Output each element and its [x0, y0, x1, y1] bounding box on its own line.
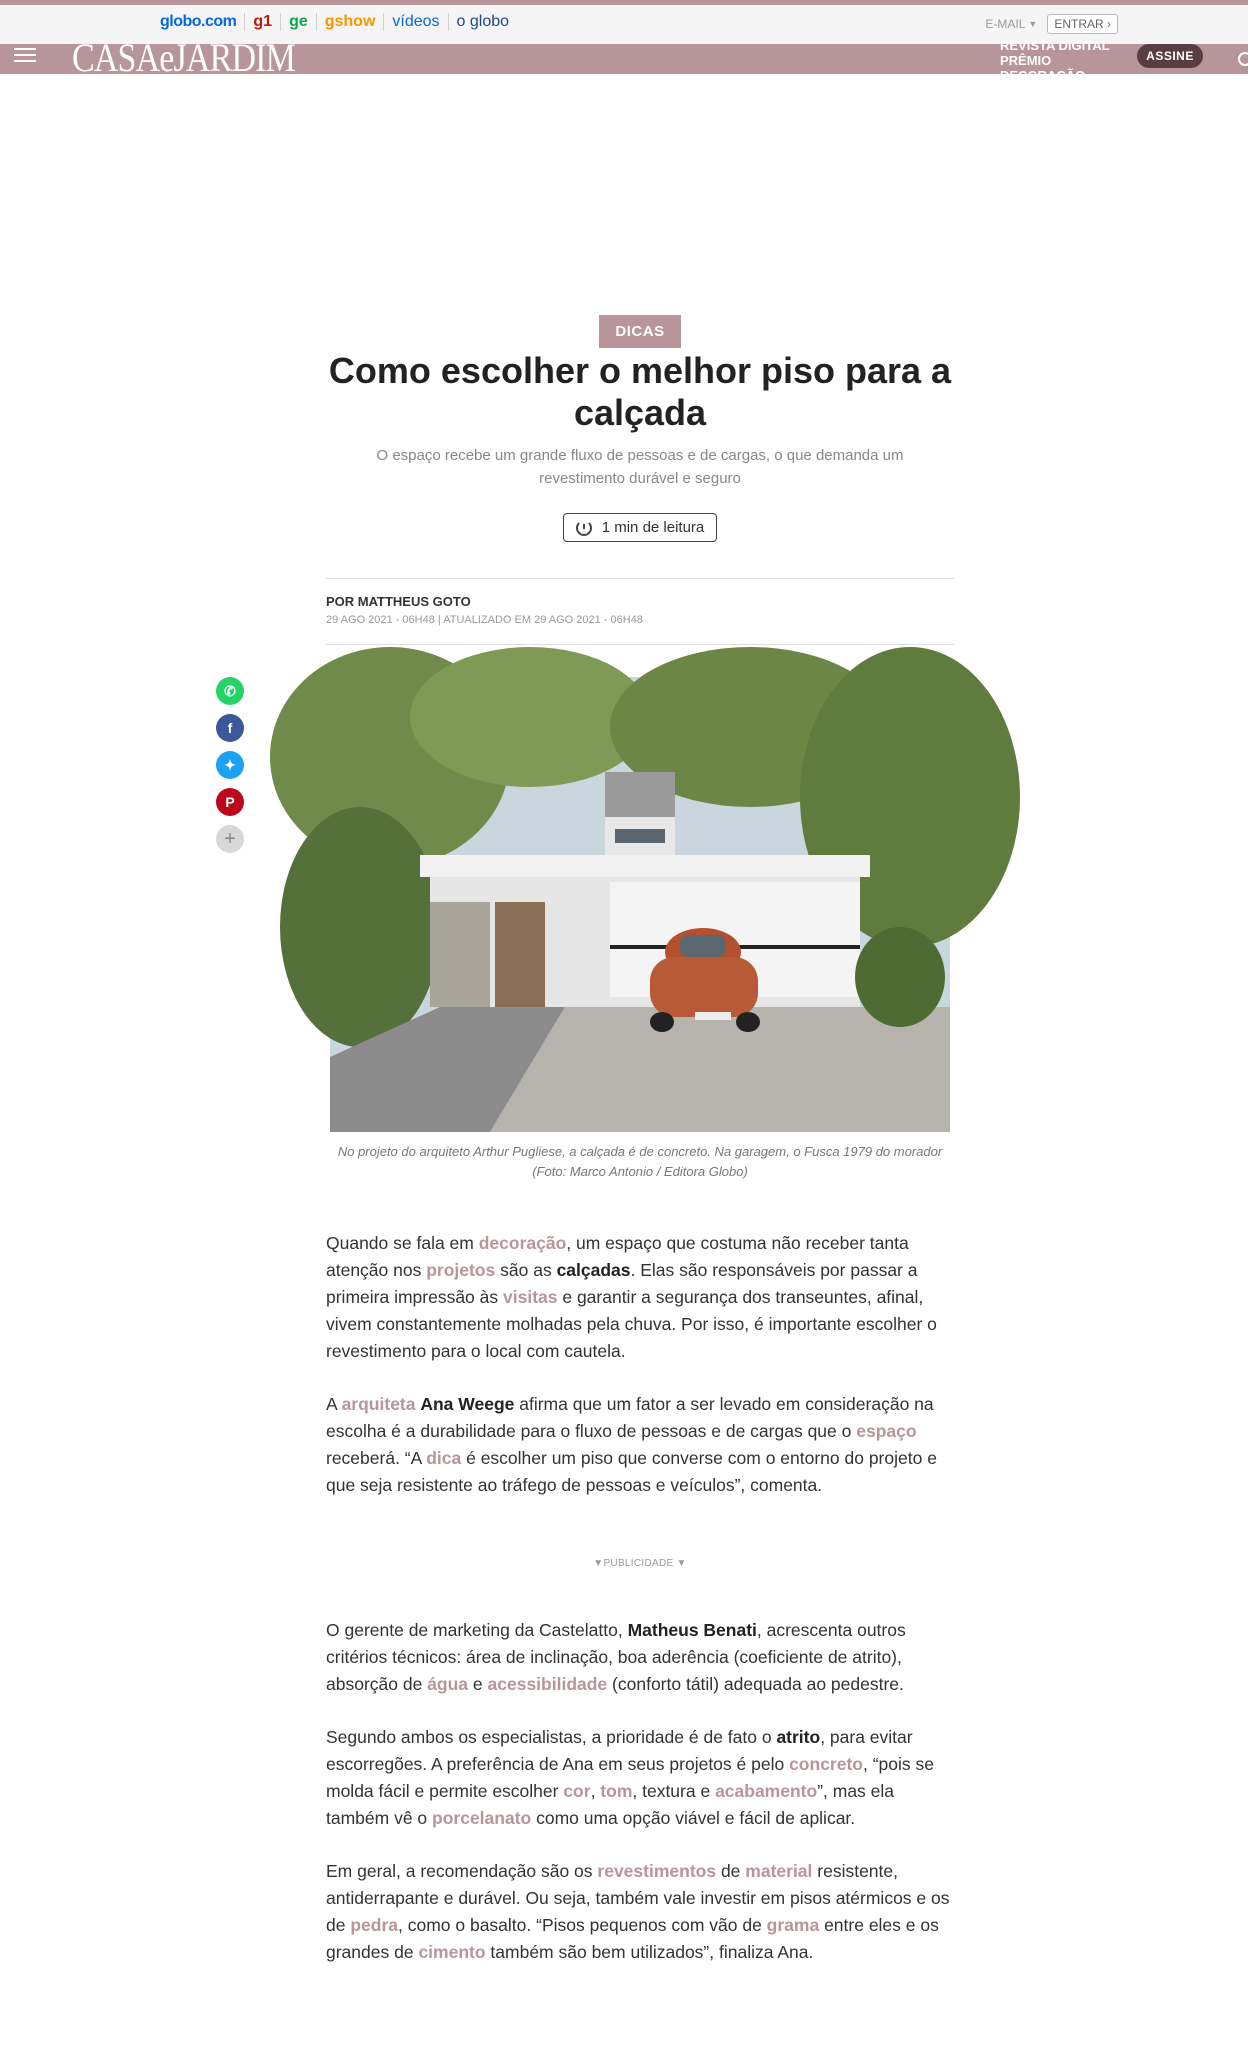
text-run: Quando se fala em — [326, 1233, 479, 1253]
inline-link[interactable]: dica — [426, 1448, 462, 1468]
text-run: , para evitar escorregões. A preferência de Ana em seus projetos é pelo — [326, 1727, 913, 1774]
text-run: receberá. “A — [326, 1448, 427, 1468]
email-label: E-MAIL — [985, 17, 1026, 31]
text-run: (conforto tátil) adequada ao pedestre. — [607, 1674, 904, 1694]
entrar-button[interactable] — [1047, 14, 1118, 34]
article-author[interactable]: POR MATTHEUS GOTO — [326, 594, 471, 609]
text-run: como uma opção viável e fácil de aplicar. — [531, 1808, 856, 1828]
inline-link[interactable]: projetos — [426, 1260, 496, 1280]
inline-link[interactable]: revestimentos — [597, 1861, 717, 1881]
facebook-icon[interactable]: f — [216, 714, 244, 742]
body-bottom-paragraph-2 — [326, 1858, 954, 1966]
chevron-down-icon: ▼ — [1028, 19, 1038, 29]
photo-caption: No projeto do arquiteto Arthur Pugliese, a calçada é de concreto. Na garagem, o Fusca 1979 do morador (Foto: Marco Antonio / Editora Globo) — [337, 1144, 943, 1179]
text-run: e — [468, 1674, 488, 1694]
more-share-icon[interactable]: + — [216, 825, 244, 853]
bold-text: Ana Weege — [420, 1394, 515, 1414]
inline-link[interactable]: material — [745, 1861, 813, 1881]
tag-wrapper — [326, 315, 954, 348]
text-run: entre eles e os grandes de — [326, 1915, 939, 1962]
text-run: , acrescenta outros critérios técnicos: área de inclinação, boa aderência (coeficiente de atrito), absorção de — [326, 1620, 906, 1694]
globo-account-area — [985, 14, 1118, 34]
text-run: ”, mas ela também vê o — [326, 1781, 895, 1828]
social-share-bar — [216, 677, 244, 862]
entrar-label: ENTRAR — [1054, 17, 1104, 31]
text-run: e garantir a segurança dos transeuntes, afinal, vivem constantemente molhadas pela chuva. Por isso, é importante escolher o revestimento para o local com cautela. — [326, 1287, 937, 1361]
text-run: Em geral, a recomendação são os — [326, 1861, 598, 1881]
text-run: O gerente de marketing da Castelatto, — [326, 1620, 628, 1640]
clock-icon — [576, 520, 592, 536]
house-photo-illustration — [330, 677, 950, 1132]
divider — [326, 578, 954, 579]
twitter-icon[interactable]: ✦ — [216, 751, 244, 779]
text-run: é escolher um piso que converse com o entorno do projeto e que seja resistente ao tráfego de pessoas e veículos”, comenta. — [326, 1448, 937, 1495]
text-run: , — [590, 1781, 601, 1801]
inline-link[interactable]: acessibilidade — [487, 1674, 608, 1694]
divider — [326, 644, 954, 645]
bold-text: Matheus Benati — [627, 1620, 757, 1640]
inline-link[interactable]: acabamento — [715, 1781, 818, 1801]
read-time-badge — [563, 513, 718, 542]
article — [326, 0, 954, 660]
globo-link-1[interactable]: g1 — [245, 13, 281, 31]
header-link-0[interactable]: REVISTA DIGITAL — [1000, 38, 1110, 53]
article-subtitle: O espaço recebe um grande fluxo de pessoas e de cargas, o que demanda um revestimento durável e seguro — [376, 447, 904, 487]
hamburger-menu-icon[interactable] — [14, 48, 36, 62]
inline-link[interactable]: pedra — [350, 1915, 398, 1935]
globo-link-5[interactable]: o globo — [456, 13, 510, 30]
bold-text: atrito — [776, 1727, 821, 1747]
inline-link[interactable]: concreto — [789, 1754, 863, 1774]
text-run: afirma que um fator a ser levado em consideração na escolha é a durabilidade para o fluxo de pessoas e de cargas que o — [326, 1394, 934, 1441]
header-link-2[interactable]: DECORAÇÃO — [1000, 68, 1086, 83]
header-link-1[interactable]: PRÊMIO — [1000, 53, 1052, 68]
text-run: de — [716, 1861, 746, 1881]
text-run: . Elas são responsáveis por passar a primeira impressão às — [326, 1260, 918, 1307]
text-run: são as — [495, 1260, 557, 1280]
inline-link[interactable]: espaço — [856, 1421, 917, 1441]
body-bottom-paragraph-1 — [326, 1724, 954, 1832]
inline-link[interactable]: cimento — [418, 1942, 486, 1962]
whatsapp-icon[interactable]: ✆ — [216, 677, 244, 705]
text-run: , “pois se molda fácil e permite escolher — [326, 1754, 934, 1801]
inline-link[interactable]: arquiteta — [341, 1394, 416, 1414]
globo-link-0[interactable]: globo.com — [160, 13, 245, 31]
body-top-paragraph-1 — [326, 1391, 954, 1499]
assine-button[interactable]: ASSINE — [1137, 44, 1203, 68]
text-run: também são bem utilizados”, finaliza Ana. — [485, 1942, 814, 1962]
chevron-right-icon: › — [1107, 17, 1111, 31]
inline-link[interactable]: porcelanato — [432, 1808, 532, 1828]
globo-link-3[interactable]: gshow — [317, 13, 385, 31]
inline-link[interactable]: água — [427, 1674, 469, 1694]
site-logo[interactable]: CASAeJARDIM — [72, 35, 296, 80]
category-tag[interactable]: DICAS — [599, 315, 680, 348]
article-dates: 29 AGO 2021 - 06H48 | ATUALIZADO EM 29 AGO 2021 - 06H48 — [326, 614, 643, 626]
inline-link[interactable]: decoração — [478, 1233, 567, 1253]
text-run: A — [326, 1394, 342, 1414]
inline-link[interactable]: visitas — [503, 1287, 558, 1307]
inline-link[interactable]: tom — [600, 1781, 633, 1801]
body-bottom-paragraph-0 — [326, 1617, 954, 1698]
advertising-label: ▼PUBLICIDADE ▼ — [593, 1558, 687, 1569]
text-run: , textura e — [632, 1781, 716, 1801]
search-icon[interactable] — [1238, 52, 1252, 66]
text-run: Segundo ambos os especialistas, a prioridade é de fato o — [326, 1727, 777, 1747]
article-body-bottom — [326, 1617, 954, 1992]
inline-link[interactable]: cor — [563, 1781, 591, 1801]
read-time-wrapper — [326, 513, 954, 542]
article-title: Como escolher o melhor piso para a calçada — [328, 350, 952, 433]
text-run: resistente, antiderrapante e durável. Ou seja, também vale investir em pisos atérmicos e os de — [326, 1861, 950, 1935]
text-run: , um espaço que costuma não receber tanta atenção nos — [326, 1233, 909, 1280]
inline-link[interactable]: grama — [766, 1915, 820, 1935]
text-run: , como o basalto. “Pisos pequenos com vão de — [397, 1915, 767, 1935]
bold-text: calçadas — [556, 1260, 631, 1280]
article-photo — [330, 677, 950, 1132]
email-link[interactable] — [985, 17, 1037, 31]
globo-link-2[interactable]: ge — [281, 13, 317, 31]
header-links — [1000, 38, 1110, 83]
article-body-top — [326, 1230, 954, 1525]
read-time-label: 1 min de leitura — [601, 519, 705, 536]
pinterest-icon[interactable]: P — [216, 788, 244, 816]
globo-link-4[interactable]: vídeos — [384, 13, 448, 31]
body-top-paragraph-0 — [326, 1230, 954, 1365]
